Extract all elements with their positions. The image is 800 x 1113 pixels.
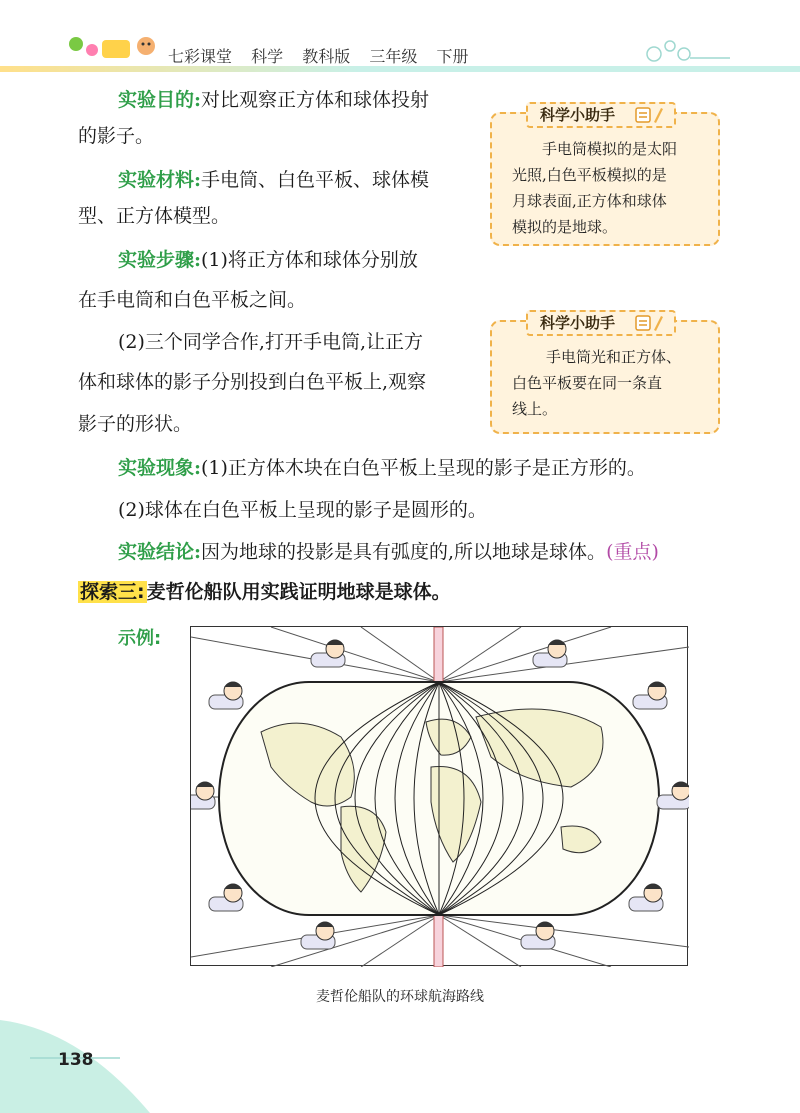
purpose-line2: 的影子。 — [78, 125, 155, 147]
phenomenon1-text: (1)正方体木块在白色平板上呈现的影子是正方形的。 — [201, 457, 646, 479]
step2-line3: 影子的形状。 — [78, 413, 193, 435]
explore-text: 麦哲伦船队用实践证明地球是球体。 — [146, 581, 451, 603]
conclusion-line — [118, 534, 659, 570]
header-bar — [0, 66, 800, 72]
phenomenon-label: 实验现象: — [118, 457, 202, 479]
world-map-illustration — [191, 627, 689, 967]
phenomenon-line2: (2)球体在白色平板上呈现的影子是圆形的。 — [118, 499, 487, 521]
materials-line1 — [118, 162, 429, 198]
explore-heading — [78, 578, 451, 606]
helper-title-text-1: 科学小助手 — [540, 106, 616, 124]
series-logo-icon — [62, 30, 162, 66]
step2-line2: 体和球体的影子分别投到白色平板上,观察 — [78, 371, 427, 393]
science-helper-box-1 — [490, 106, 720, 246]
helper2-line1: 手电筒光和正方体、 — [546, 348, 682, 366]
page-corner-decoration — [0, 1000, 200, 1113]
steps-line1 — [118, 242, 418, 278]
conclusion-label: 实验结论: — [118, 541, 202, 563]
page-header — [0, 0, 800, 80]
helper2-line3: 线上。 — [512, 400, 558, 418]
purpose-text: 对比观察正方体和球体投射 — [201, 89, 430, 111]
purpose-label: 实验目的: — [118, 89, 202, 111]
header-grade: 三年级 — [369, 47, 418, 66]
helper-title-1 — [526, 102, 676, 128]
key-point-tag: (重点) — [606, 541, 659, 563]
conclusion-text: 因为地球的投影是具有弧度的,所以地球是球体。 — [201, 541, 607, 563]
science-helper-box-2 — [490, 314, 720, 434]
figure-caption: 麦哲伦船队的环球航海路线 — [316, 989, 484, 1005]
header-edition: 教科版 — [302, 47, 351, 66]
helper2-line2: 白色平板要在同一条直 — [512, 374, 663, 392]
step1-line2: 在手电筒和白色平板之间。 — [78, 289, 307, 311]
bubbles-decoration-icon — [640, 36, 730, 64]
page-number: 138 — [58, 1050, 94, 1070]
helper1-line2: 光照,白色平板模拟的是 — [512, 166, 667, 184]
example-label: 示例: — [118, 628, 162, 649]
explore-tag: 探索三: — [80, 581, 145, 603]
header-series: 七彩课堂 — [168, 47, 233, 66]
header-volume: 下册 — [436, 47, 469, 66]
steps-label: 实验步骤: — [118, 249, 202, 271]
pencil-note-icon — [634, 105, 664, 125]
materials-text: 手电筒、白色平板、球体模 — [201, 169, 430, 191]
helper1-line3: 月球表面,正方体和球体 — [512, 192, 667, 210]
purpose-line1 — [118, 82, 429, 118]
step2-line1: (2)三个同学合作,打开手电筒,让正方 — [118, 331, 423, 353]
header-subject: 科学 — [251, 47, 284, 66]
step1-text: (1)将正方体和球体分别放 — [201, 249, 418, 271]
helper-title-text-2: 科学小助手 — [540, 314, 616, 332]
phenomenon-line1 — [118, 450, 646, 486]
header-title — [168, 44, 482, 67]
helper1-line1: 手电筒模拟的是太阳 — [542, 140, 678, 158]
materials-label: 实验材料: — [118, 169, 202, 191]
pencil-note-icon — [634, 313, 664, 333]
materials-line2: 型、正方体模型。 — [78, 205, 231, 227]
helper-title-2 — [526, 310, 676, 336]
voyage-map-figure — [190, 626, 688, 966]
helper1-line4: 模拟的是地球。 — [512, 218, 618, 236]
